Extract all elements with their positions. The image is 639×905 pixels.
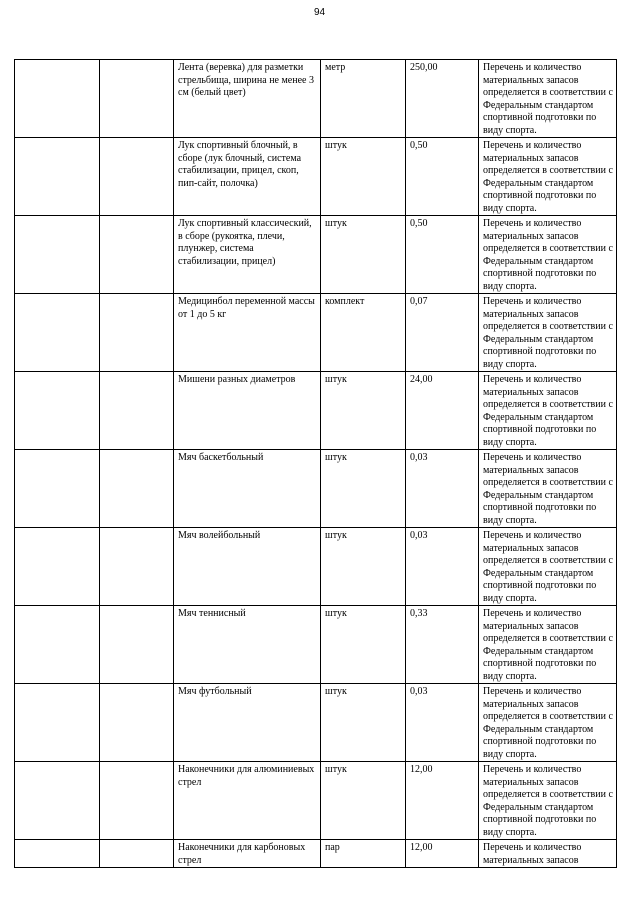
table-row [15,294,617,372]
unit-cell: штук [321,528,406,606]
materials-table [14,59,617,868]
unit-cell: штук [321,372,406,450]
item-name-cell: Мяч волейбольный [174,528,321,606]
unit-cell: пар [321,840,406,868]
table-row [15,606,617,684]
empty-cell [100,762,174,840]
note-cell: Перечень и количество материальных запасов определяется в соответствии с Федеральным стандартом спортивной подготовки по виду спорта. [479,294,617,372]
table-row [15,138,617,216]
item-name-cell: Наконечники для карбоновых стрел [174,840,321,868]
item-name-cell: Мяч футбольный [174,684,321,762]
empty-cell [100,138,174,216]
quantity-cell: 0,03 [406,684,479,762]
table-row [15,60,617,138]
unit-cell: штук [321,684,406,762]
table-row [15,528,617,606]
unit-cell: штук [321,450,406,528]
item-name-cell: Лук спортивный классический, в сборе (рукоятка, плечи, плунжер, система стабилизации, прицел) [174,216,321,294]
quantity-cell: 0,50 [406,216,479,294]
note-cell: Перечень и количество материальных запасов [479,840,617,868]
empty-cell [100,450,174,528]
table-row [15,684,617,762]
empty-cell [15,450,100,528]
unit-cell: штук [321,762,406,840]
table-row [15,840,617,868]
table-row [15,372,617,450]
empty-cell [100,528,174,606]
note-cell: Перечень и количество материальных запасов определяется в соответствии с Федеральным стандартом спортивной подготовки по виду спорта. [479,138,617,216]
table-row [15,450,617,528]
item-name-cell: Мяч теннисный [174,606,321,684]
note-cell: Перечень и количество материальных запасов определяется в соответствии с Федеральным стандартом спортивной подготовки по виду спорта. [479,762,617,840]
quantity-cell: 12,00 [406,840,479,868]
empty-cell [15,684,100,762]
empty-cell [100,216,174,294]
note-cell: Перечень и количество материальных запасов определяется в соответствии с Федеральным стандартом спортивной подготовки по виду спорта. [479,528,617,606]
table-body [15,60,617,868]
quantity-cell: 24,00 [406,372,479,450]
empty-cell [15,762,100,840]
empty-cell [100,294,174,372]
quantity-cell: 0,07 [406,294,479,372]
page-number: 94 [313,7,326,18]
item-name-cell: Наконечники для алюминиевых стрел [174,762,321,840]
note-cell: Перечень и количество материальных запасов определяется в соответствии с Федеральным стандартом спортивной подготовки по виду спорта. [479,60,617,138]
table-row [15,762,617,840]
empty-cell [15,216,100,294]
unit-cell: штук [321,606,406,684]
empty-cell [100,606,174,684]
empty-cell [15,60,100,138]
quantity-cell: 0,03 [406,528,479,606]
note-cell: Перечень и количество материальных запасов определяется в соответствии с Федеральным стандартом спортивной подготовки по виду спорта. [479,216,617,294]
item-name-cell: Медицинбол переменной массы от 1 до 5 кг [174,294,321,372]
quantity-cell: 0,03 [406,450,479,528]
empty-cell [100,840,174,868]
table-row [15,216,617,294]
empty-cell [100,684,174,762]
note-cell: Перечень и количество материальных запасов определяется в соответствии с Федеральным стандартом спортивной подготовки по виду спорта. [479,606,617,684]
empty-cell [15,372,100,450]
item-name-cell: Мяч баскетбольный [174,450,321,528]
empty-cell [100,372,174,450]
unit-cell: метр [321,60,406,138]
item-name-cell: Лук спортивный блочный, в сборе (лук блочный, система стабилизации, прицел, скоп, пип-сайт, полочка) [174,138,321,216]
item-name-cell: Лента (веревка) для разметки стрельбища, ширина не менее 3 см (белый цвет) [174,60,321,138]
quantity-cell: 0,33 [406,606,479,684]
quantity-cell: 250,00 [406,60,479,138]
empty-cell [15,606,100,684]
empty-cell [15,840,100,868]
quantity-cell: 0,50 [406,138,479,216]
note-cell: Перечень и количество материальных запасов определяется в соответствии с Федеральным стандартом спортивной подготовки по виду спорта. [479,450,617,528]
empty-cell [15,528,100,606]
empty-cell [15,138,100,216]
unit-cell: штук [321,138,406,216]
unit-cell: комплект [321,294,406,372]
empty-cell [15,294,100,372]
note-cell: Перечень и количество материальных запасов определяется в соответствии с Федеральным стандартом спортивной подготовки по виду спорта. [479,372,617,450]
item-name-cell: Мишени разных диаметров [174,372,321,450]
unit-cell: штук [321,216,406,294]
quantity-cell: 12,00 [406,762,479,840]
note-cell: Перечень и количество материальных запасов определяется в соответствии с Федеральным стандартом спортивной подготовки по виду спорта. [479,684,617,762]
empty-cell [100,60,174,138]
